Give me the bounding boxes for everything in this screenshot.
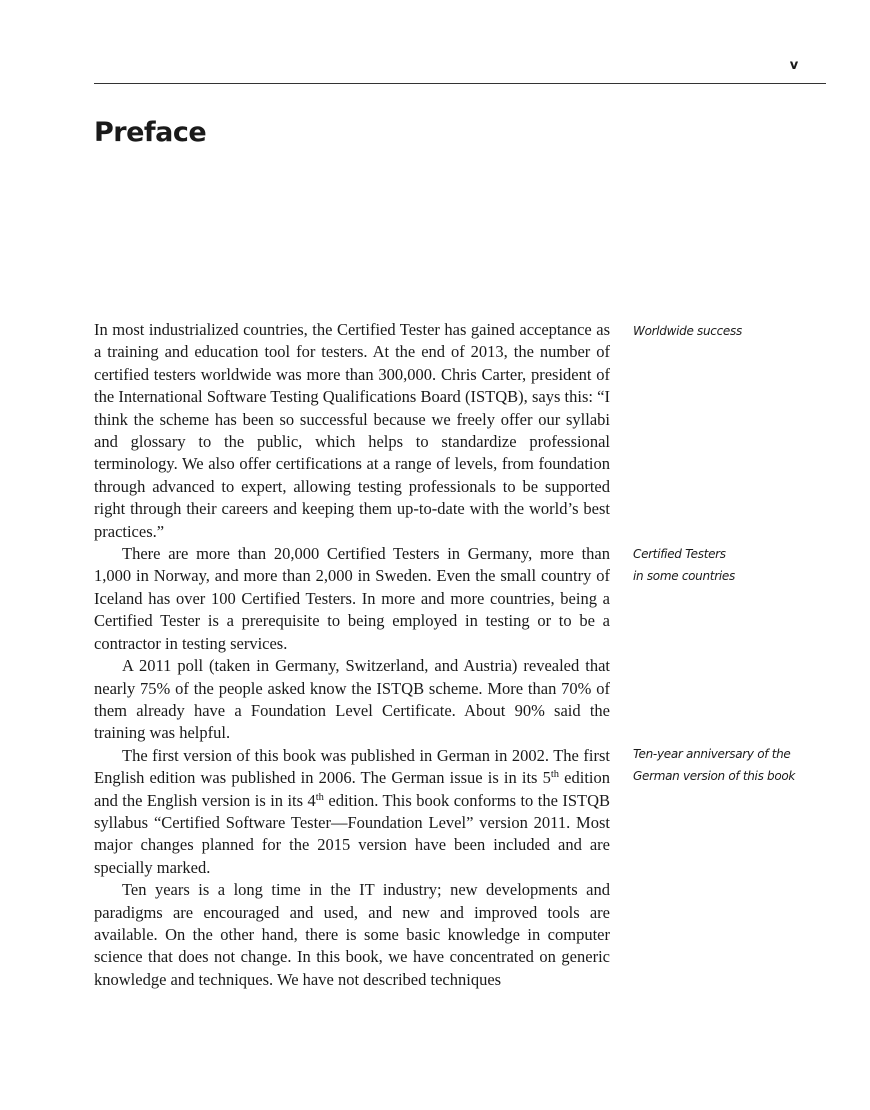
ordinal-suffix: th [315, 791, 324, 803]
paragraph-ten-years: Ten years is a long time in the IT industry; new developments and paradigms are encouraged and used, and new and improved tools are available. On the other hand, there is some basic knowledge in computer science that does not change. In this book, we have concentrated on generic knowledge and techniques. We have not described techniques [94, 880, 610, 989]
paragraph-book-editions [94, 745, 610, 879]
ordinal-suffix: th [550, 769, 560, 781]
margin-note-certified-testers [633, 543, 823, 588]
paragraph-worldwide-success: In most industrialized countries, the Certified Tester has gained acceptance as a training and education tool for testers. At the end of 2013, the number of certified testers worldwide was more than 300,000. Chris Carter, president of the International Software Testing Qualifications Board (ISTQB), says this: “I think the scheme has been so successful because we freely offer our syllabi and glossary to the public, which helps to standardize professional terminology. We also offer certifications at a range of levels, from foundation through advanced to expert, allowing testing professionals to be supported right through their careers and keeping them up-to-date with the world’s best practices.” [94, 320, 610, 541]
margin-note-worldwide-success [633, 320, 823, 342]
paragraph-poll-results: A 2011 poll (taken in Germany, Switzerland, and Austria) revealed that nearly 75% of the people asked know the ISTQB scheme. More than 70% of them already have a Foundation Level Certificate. About 90% said the training was helpful. [94, 656, 610, 743]
editions-text-part-2: edition and the English version is in its 4 [94, 768, 611, 810]
margin-note-anniversary [633, 743, 823, 788]
header-rule [94, 83, 826, 84]
margin-note-line: Worldwide success [633, 324, 742, 338]
margin-note-line: in some countries [633, 569, 735, 584]
margin-note-line: German version of this book [633, 769, 796, 784]
page-number: v [789, 58, 799, 73]
margin-note-line: Certified Testers [633, 547, 726, 561]
editions-text-part-1: The first version of this book was published in German in 2002. The first English edition was published in 2006. The German issue is in its 5 [94, 745, 610, 788]
paragraph-certified-testers-countries: There are more than 20,000 Certified Testers in Germany, more than 1,000 in Norway, and more than 2,000 in Sweden. Even the small country of Iceland has over 100 Certified Testers. In more and more countries, being a Certified Tester is a prerequisite to being employed in testing or to be a contractor in testing services. [94, 544, 610, 653]
editions-text-part-3: edition. This book conforms to the ISTQB syllabus “Certified Software Tester—Foundation Level” version 2011. Most major changes planned for the 2015 version have been included and are specially marked. [94, 790, 611, 877]
chapter-title: Preface [94, 117, 207, 148]
body-text [94, 319, 610, 991]
margin-note-line: Ten-year anniversary of the [633, 747, 791, 761]
